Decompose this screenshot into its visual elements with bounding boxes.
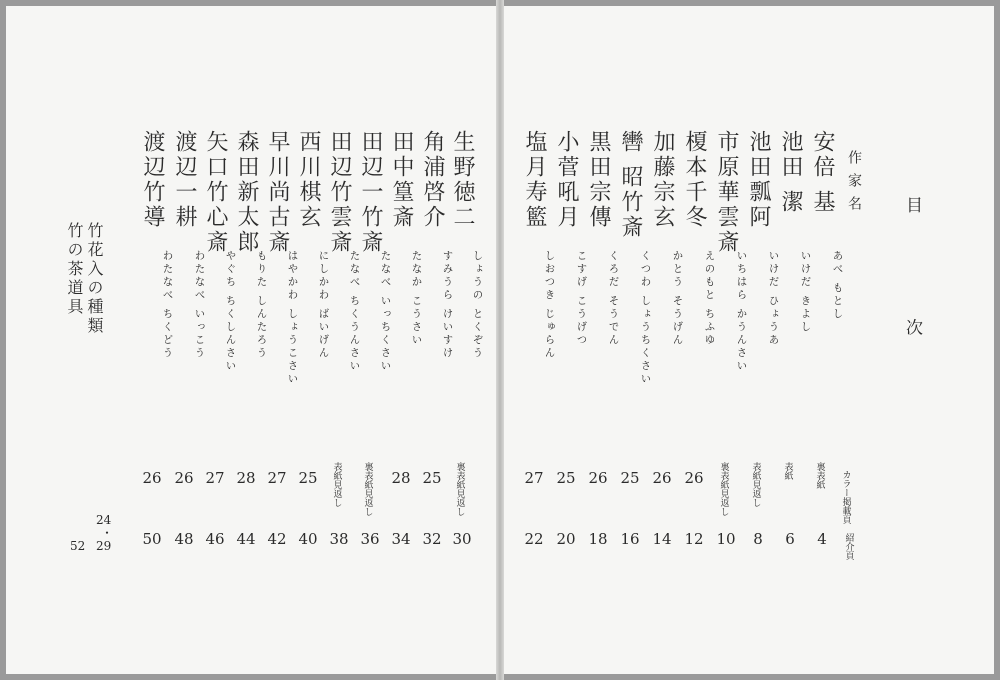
artist-reading: こすげ こうげつ: [575, 250, 588, 347]
artist-name-heading: 作家名: [846, 150, 862, 219]
color-page-note: 裏表紙見返し: [718, 462, 729, 516]
color-page-number: 26: [142, 469, 162, 487]
artist-name: 塩月寿籃: [522, 130, 547, 230]
artist-reading: たなか こうさい: [410, 250, 423, 347]
color-page-number: 28: [236, 469, 256, 487]
extra-title-vases: 竹花入の種類: [85, 222, 104, 336]
artist-name: 田中篁斎: [389, 130, 414, 230]
artist-reading: わたなべ ちくどう: [161, 250, 174, 360]
artist-name: 早川尚古斎: [265, 130, 290, 255]
color-page-note: 表紙: [782, 462, 793, 480]
artist-reading: くつわ しょうちくさい: [639, 250, 652, 386]
artist-name: 市原華雲斎: [714, 130, 739, 255]
intro-page-label: 紹介頁: [843, 533, 854, 560]
artist-reading: たなべ ちくうんさい: [348, 250, 361, 373]
intro-page-number: 16: [620, 530, 640, 548]
color-page-number: 27: [267, 469, 287, 487]
intro-page-number: 46: [205, 530, 225, 548]
artist-reading: くろだ そうでん: [607, 250, 620, 347]
color-page-note: 表紙見返し: [331, 462, 342, 507]
color-page-number: 26: [174, 469, 194, 487]
artist-reading: いけだ きよし: [799, 250, 812, 334]
artist-reading: やぐち ちくしんさい: [224, 250, 237, 373]
color-page-number: 26: [684, 469, 704, 487]
intro-page-number: 40: [298, 530, 318, 548]
color-page-note: 表紙見返し: [750, 462, 761, 507]
intro-page-number: 50: [142, 530, 162, 548]
artist-reading: わたなべ いっこう: [193, 250, 206, 360]
intro-page-number: 8: [753, 530, 763, 548]
artist-name: 轡 昭竹斎: [618, 130, 643, 240]
artist-reading: もりた しんたろう: [255, 250, 268, 360]
color-page-label: カラー掲載頁: [840, 470, 851, 524]
artist-name: 矢口竹心斎: [203, 130, 228, 255]
intro-page-number: 10: [716, 530, 736, 548]
artist-name: 森田新太郎: [234, 130, 259, 255]
intro-page-number: 6: [785, 530, 795, 548]
color-page-number: 25: [556, 469, 576, 487]
intro-page-number: 44: [236, 530, 256, 548]
artist-name: 角浦啓介: [420, 130, 445, 230]
intro-page-number: 32: [422, 530, 442, 548]
intro-page-number: 38: [329, 530, 349, 548]
artist-name: 榎本千冬: [682, 130, 707, 230]
intro-page-number: 42: [267, 530, 287, 548]
artist-name: 田辺一竹斎: [358, 130, 383, 255]
color-page-note: 裏表紙見返し: [362, 462, 373, 516]
intro-page-number: 36: [360, 530, 380, 548]
artist-reading: えのもと ちふゆ: [703, 250, 716, 347]
color-page-number: 25: [298, 469, 318, 487]
intro-page-number: 12: [684, 530, 704, 548]
intro-page-number: 22: [524, 530, 544, 548]
intro-page-number: 4: [817, 530, 827, 548]
extra-page-to: 29: [96, 539, 112, 553]
artist-reading: あべ もとし: [831, 250, 844, 321]
artist-reading: たなべ いっちくさい: [379, 250, 392, 373]
book-gutter: [496, 0, 504, 680]
extra-page-tools: 52: [70, 539, 86, 553]
artist-name: 生野徳二: [450, 130, 475, 230]
color-page-number: 25: [620, 469, 640, 487]
extra-page-from: 24: [96, 513, 112, 527]
color-page-number: 27: [524, 469, 544, 487]
left-page: [6, 6, 496, 674]
artist-name: 安倍 基: [810, 130, 835, 215]
artist-name: 田辺竹雲斎: [327, 130, 352, 255]
intro-page-number: 48: [174, 530, 194, 548]
artist-reading: いけだ ひょうあ: [767, 250, 780, 347]
color-page-note: 裏表紙: [814, 462, 825, 489]
extra-page-sep: ・: [101, 526, 114, 540]
intro-page-number: 14: [652, 530, 672, 548]
color-page-number: 27: [205, 469, 225, 487]
toc-title: 目 次: [902, 196, 922, 386]
artist-name: 池田瓢阿: [746, 130, 771, 230]
artist-reading: かとう そうげん: [671, 250, 684, 347]
artist-reading: はやかわ しょうこさい: [286, 250, 299, 386]
color-page-number: 25: [422, 469, 442, 487]
intro-page-number: 34: [391, 530, 411, 548]
artist-name: 渡辺竹導: [140, 130, 165, 230]
intro-page-number: 30: [452, 530, 472, 548]
artist-reading: いちはら かうんさい: [735, 250, 748, 373]
artist-name: 西川棋玄: [296, 130, 321, 230]
color-page-number: 26: [588, 469, 608, 487]
intro-page-number: 20: [556, 530, 576, 548]
intro-page-number: 18: [588, 530, 608, 548]
artist-name: 渡辺一耕: [172, 130, 197, 230]
artist-reading: すみうら けいすけ: [441, 250, 454, 360]
artist-reading: しおつき じゅらん: [543, 250, 556, 360]
artist-name: 小菅吼月: [554, 130, 579, 230]
artist-reading: にしかわ ばいげん: [317, 250, 330, 360]
color-page-number: 28: [391, 469, 411, 487]
artist-reading: しょうの とくぞう: [471, 250, 484, 360]
artist-name: 加藤宗玄: [650, 130, 675, 230]
color-page-note: 裏表紙見返し: [454, 462, 465, 516]
color-page-number: 26: [652, 469, 672, 487]
artist-name: 池田 潔: [778, 130, 803, 215]
extra-title-tools: 竹の茶道具: [65, 222, 84, 317]
artist-name: 黒田宗傳: [586, 130, 611, 230]
